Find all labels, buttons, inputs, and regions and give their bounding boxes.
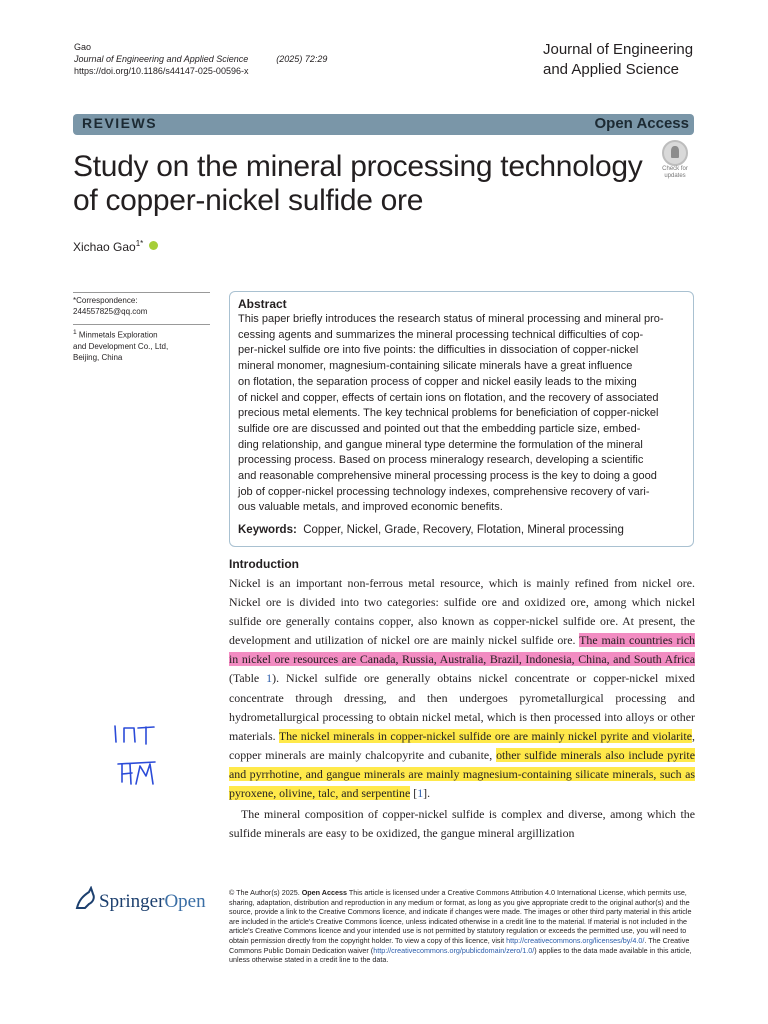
- abstract-box: [229, 291, 694, 547]
- affiliation: $^1$ Minmetals Exploration and Development Co., Ltd, Beijing, China: [73, 329, 169, 362]
- article-type-band: [73, 114, 694, 135]
- intro-paragraph-2: The mineral composition of copper-nickel sulfide is complex and diverse, among which the sulfide minerals are easy to be oxidized, the gangue mineral argillization: [229, 807, 695, 841]
- license-link[interactable]: http://creativecommons.org/licenses/by/4.0/: [506, 935, 645, 945]
- yellow-highlight: The nickel minerals in copper-nickel sulfide ore are mainly nickel pyrite and violarite: [278, 728, 693, 743]
- license-text: © The Author(s) 2025. Open Access This article is licensed under a Creative Commons Attribution 4.0 International License, which permits use, sharing, adaptation, distribution and reproduction in any medium or format, as long as you give appropriate credit to the original author(s) and the source, provide a link to the Creative Commons licence, and indicate if changes were made. The images or other third party material in this article are included in the article's Creative Commons licence, unless indicated otherwise in a credit line to the material. If material is not included in the article's Creative Commons licence and your intended use is not permitted by statutory regulation or exceeds the permitted use, you will need to obtain permission directly from the copyright holder. To view a copy of this licence, visit http://creativecommons.org/licenses/by/4.0/. The Creative Commons Public Domain Dedication waiver (http://creativecommons.org/publicdomain/zero/1.0/) applies to the data made available in this article, unless otherwise stated in a credit line to the data.: [229, 888, 692, 965]
- journal-citation: Journal of Engineering and Applied Science (2025) 72:29: [74, 54, 328, 64]
- section-heading-introduction: Introduction: [229, 557, 299, 571]
- correspondence-sidebar: [73, 292, 210, 370]
- springer-open-logo[interactable]: SpringerOpen: [73, 886, 97, 916]
- article-type-label: REVIEWS: [82, 115, 158, 131]
- table-ref-link[interactable]: 1: [266, 671, 273, 686]
- article-title: Study on the mineral processing technology of copper-nickel sulfide ore: [73, 150, 643, 217]
- public-domain-link[interactable]: http://creativecommons.org/publicdomain/zero/1.0/: [373, 945, 535, 955]
- abstract-heading: Abstract: [238, 297, 287, 311]
- article-meta: [74, 41, 327, 77]
- handwritten-annotation: [110, 718, 180, 798]
- abstract-text: This paper briefly introduces the research status of mineral processing and mineral pro- cessing agents and summarizes the mineral processing technical difficulties of cop- per-nickel sulfide ore into five points: the difficulties in dissociation of copper-nickel mineral monomer, magnesium-containing silicate minerals have a great influence on flotation, the separation process of copper and nickel easily leads to the mixing of nickel and copper, effects of certain ions on flotation, and the recovery of associated precious metal elements. The key technical problems for beneficiation of copper-nickel sulfide ore are discussed and pointed out that the embedding particle size, embed- ding relationship, and gangue mineral type determine the formulation of the mineral processing process. Based on process mineralogy research, developing a scientific and reasonable comprehensive mineral processing process is the key to doing a good job of copper-nickel processing technology indexes, comprehensive recovery of vari- ous valuable metals, and improved economic benefits.: [238, 313, 664, 514]
- crossmark-icon: [662, 140, 688, 166]
- pink-highlight: The main countries rich in nickel ore resources are Canada, Russia, Australia, Brazil, Indonesia, China, and South Africa: [229, 633, 695, 667]
- divider: [73, 292, 210, 293]
- author-short: Gao: [74, 42, 92, 52]
- orcid-icon[interactable]: [149, 241, 158, 250]
- intro-paragraph-1: Nickel is an important non-ferrous metal resource, which is mainly refined from nickel ore. Nickel ore is divided into two categories: sulfide ore and oxidized ore, among which nickel sulfide ore generally contains copper, also known as copper-nickel sulfide ore. At present, the development and utilization of nickel ore are mainly nickel sulfide ore. The main countries rich in nickel ore resources are Canada, Russia, Australia, Brazil, Indonesia, China, and South Africa (Table 1). Nickel sulfide ore generally obtains nickel concentrate or copper-nickel mixed concentrate through dressing, and then undergoes pyrometallurgical processing and hydrometallurgical processing to obtain nickel metal, which is then processed into alloys or other materials. The nickel minerals in copper-nickel sulfide ore are mainly nickel pyrite and violarite, copper minerals are mainly chalcopyrite and cubanite, other sulfide minerals also include pyrite and pyrrhotine, and gangue minerals are mainly magnesium-containing silicate minerals, such as pyroxene, olivine, talc, and serpentine [1].: [229, 576, 696, 801]
- doi-link[interactable]: https://doi.org/10.1186/s44147-025-00596-x: [74, 66, 249, 76]
- correspondence: *Correspondence: 244557825@qq.com: [73, 295, 210, 317]
- author-name: Xichao Gao$^{1*}$: [73, 239, 158, 254]
- check-for-updates-badge[interactable]: Check for updates: [655, 140, 695, 178]
- article-body: [229, 556, 695, 843]
- keywords: Keywords: Copper, Nickel, Grade, Recovery, Flotation, Mineral processing: [238, 524, 624, 537]
- divider: [73, 324, 210, 325]
- yellow-highlight: other sulfide minerals also include pyrite and pyrrhotine, and gangue minerals are mainly magnesium-containing silicate minerals, such as pyroxene, olivine, talc, and serpentine: [229, 747, 695, 801]
- citation-link[interactable]: 1: [417, 786, 424, 801]
- journal-name: Journal of Engineering and Applied Science: [543, 41, 694, 78]
- springer-horse-icon: [73, 886, 97, 912]
- open-access-label: Open Access: [594, 115, 689, 132]
- email-link[interactable]: 244557825@qq.com: [73, 307, 148, 316]
